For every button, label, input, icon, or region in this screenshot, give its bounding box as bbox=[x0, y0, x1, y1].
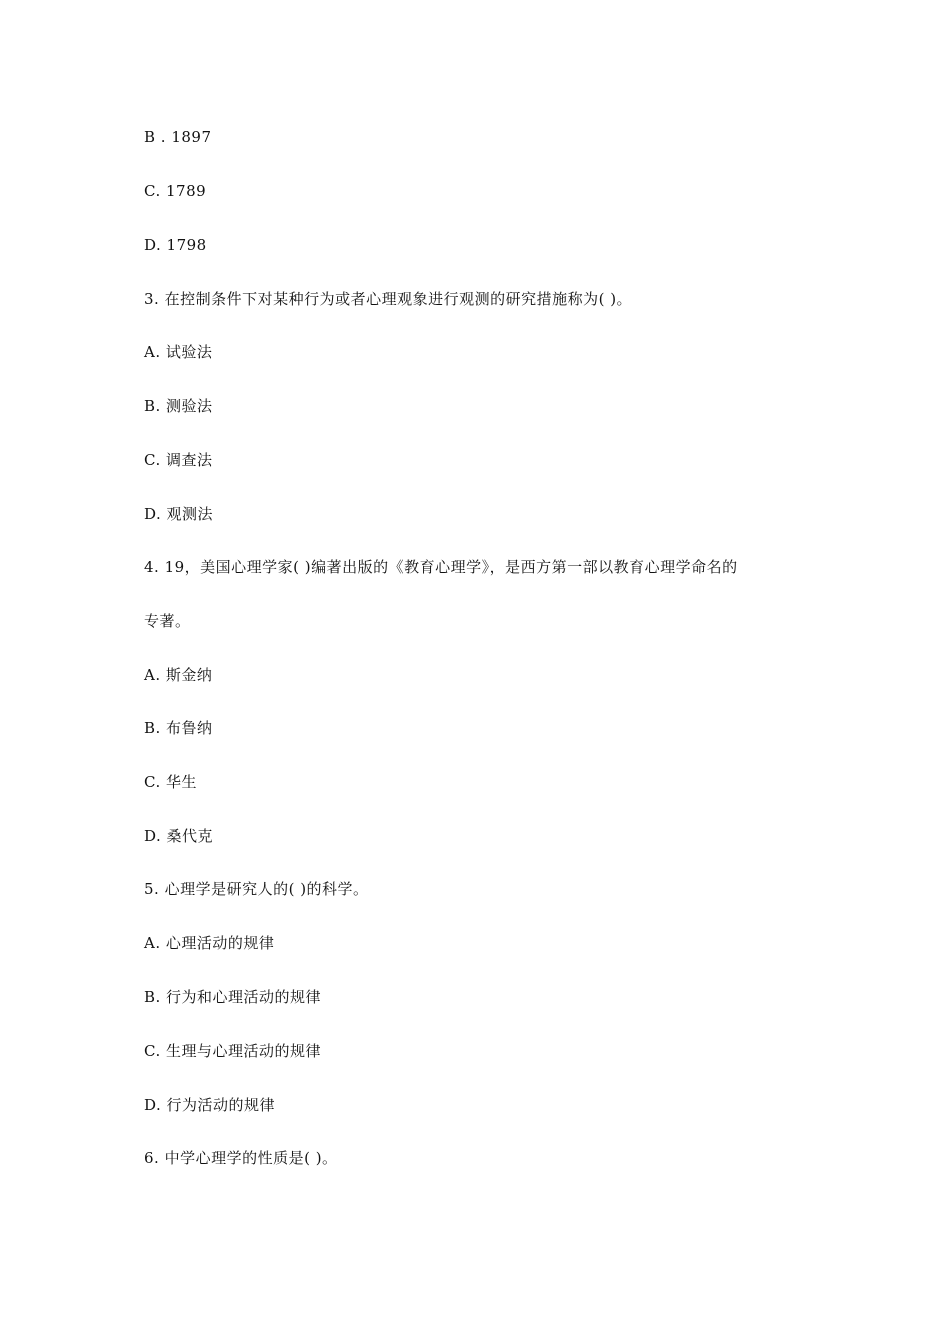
option-b-q3: B. 测验法 bbox=[144, 397, 213, 415]
option-c-q5: C. 生理与心理活动的规律 bbox=[144, 1042, 321, 1060]
question-6: 6. 中学心理学的性质是( )。 bbox=[144, 1149, 338, 1167]
option-b-q4: B. 布鲁纳 bbox=[144, 719, 213, 737]
option-d-q4: D. 桑代克 bbox=[144, 827, 214, 845]
question-4: 4. 19，美国心理学家( )编著出版的《教育心理学》，是西方第一部以教育心理学命名的 bbox=[144, 558, 738, 576]
option-a-q4: A. 斯金纳 bbox=[144, 666, 213, 684]
option-b-q5: B. 行为和心理活动的规律 bbox=[144, 988, 322, 1006]
option-b-q2: B . 1897 bbox=[144, 128, 212, 146]
question-4-continued: 专著。 bbox=[144, 612, 191, 630]
option-c-q4: C. 华生 bbox=[144, 773, 197, 791]
option-d-q3: D. 观测法 bbox=[144, 505, 214, 523]
option-c-q2: C. 1789 bbox=[144, 182, 207, 200]
question-3: 3. 在控制条件下对某种行为或者心理观象进行观测的研究措施称为( )。 bbox=[144, 290, 633, 308]
option-d-q5: D. 行为活动的规律 bbox=[144, 1096, 276, 1114]
question-5: 5. 心理学是研究人的( )的科学。 bbox=[144, 880, 369, 898]
option-a-q5: A. 心理活动的规律 bbox=[144, 934, 275, 952]
option-c-q3: C. 调查法 bbox=[144, 451, 213, 469]
option-d-q2: D. 1798 bbox=[144, 236, 207, 254]
option-a-q3: A. 试验法 bbox=[144, 343, 213, 361]
